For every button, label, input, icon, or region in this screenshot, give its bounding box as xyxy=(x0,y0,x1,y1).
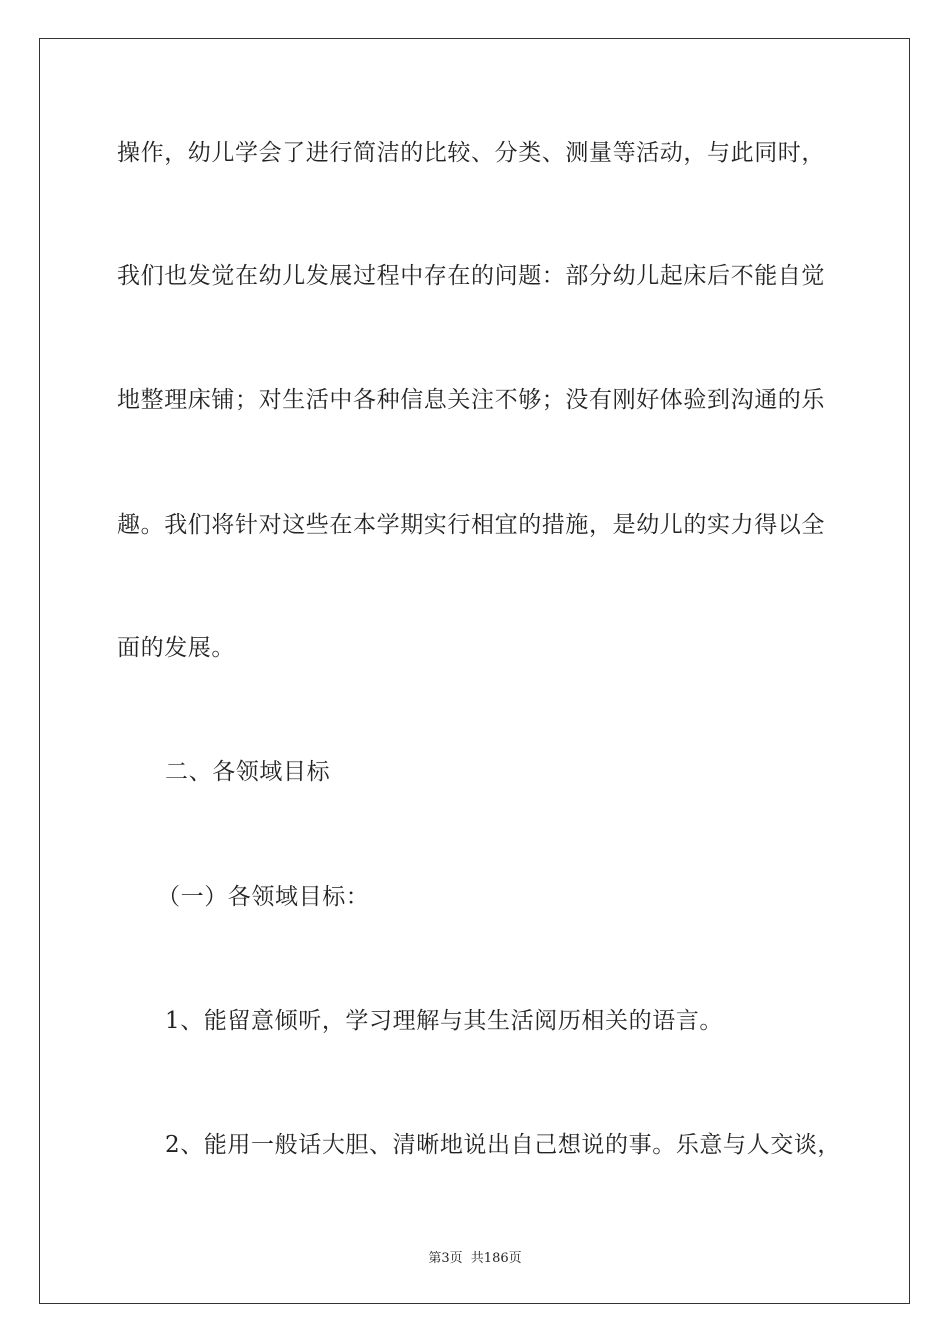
paragraph-line-1: 操作，幼儿学会了进行简洁的比较、分类、测量等活动，与此同时， xyxy=(117,140,825,166)
list-item-2: 2、能用一般话大胆、清晰地说出自己想说的事。乐意与人交谈， xyxy=(165,1132,842,1158)
section-heading: 二、各领域目标 xyxy=(165,759,331,785)
paragraph-line-2: 我们也发觉在幼儿发展过程中存在的问题：部分幼儿起床后不能自觉 xyxy=(117,263,825,289)
total-pages: 共186页 xyxy=(470,1251,522,1266)
paragraph-line-5: 面的发展。 xyxy=(117,635,235,661)
paragraph-line-3: 地整理床铺；对生活中各种信息关注不够；没有刚好体验到沟通的乐 xyxy=(117,387,825,413)
page-number: 第3页 xyxy=(428,1251,463,1266)
page-footer xyxy=(0,1247,950,1266)
subsection-heading: （一）各领域目标： xyxy=(157,884,370,910)
list-item-1: 1、能留意倾听，学习理解与其生活阅历相关的语言。 xyxy=(165,1008,724,1034)
page-border xyxy=(39,38,910,1304)
paragraph-line-4: 趣。我们将针对这些在本学期实行相宜的措施，是幼儿的实力得以全 xyxy=(117,512,825,538)
